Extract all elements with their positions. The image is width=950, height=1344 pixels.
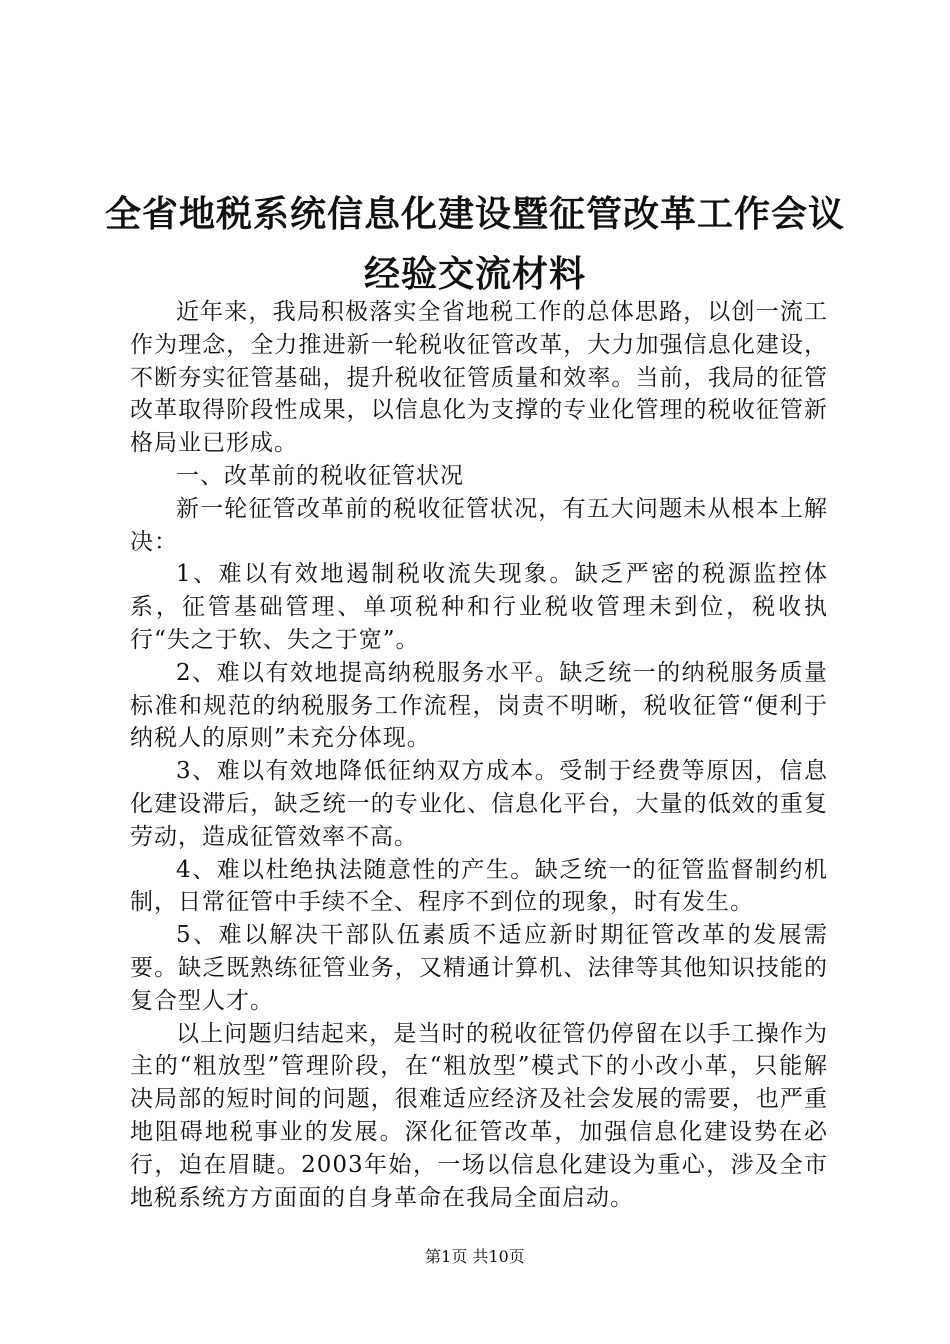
problem-item-4: 4、难以杜绝执法随意性的产生。缺乏统一的征管监督制约机制，日常征管中手续不全、程序不到位的现象，时有发生。 — [130, 856, 828, 916]
paragraph-problems-intro: 新一轮征管改革前的税收征管状况，有五大问题未从根本上解决： — [130, 495, 828, 555]
page-footer: 第1页 共10页 — [425, 1247, 525, 1266]
section-heading: 一、改革前的税收征管状况 — [176, 462, 464, 489]
paragraph-summary: 以上问题归结起来，是当时的税收征管仍停留在以手工操作为主的“粗放型”管理阶段，在“粗放型”模式下的小改小革，只能解决局部的短时间的问题，很难适应经济及社会发展的需要，也严重地阻碍地税事业的发展。深化征管改革，加强信息化建设势在必行，迫在眉睫。2003年始，一场以信息化建设为重心，涉及全市地税系统方方面面的自身革命在我局全面启动。 — [130, 1020, 828, 1211]
paragraph-intro: 近年来，我局积极落实全省地税工作的总体思路，以创一流工作为理念，全力推进新一轮税收征管改革，大力加强信息化建设，不断夯实征管基础，提升税收征管质量和效率。当前，我局的征管改革取得阶段性成果，以信息化为支撑的专业化管理的税收征管新格局业已形成。 — [130, 299, 828, 457]
problem-item-1: 1、难以有效地遏制税收流失现象。缺乏严密的税源监控体系，征管基础管理、单项税种和行业税收管理未到位，税收执行“失之于软、失之于宽”。 — [130, 561, 828, 653]
document-title-line-2: 经验交流材料 — [363, 254, 586, 295]
problem-item-2: 2、难以有效地提高纳税服务水平。缺乏统一的纳税服务质量标准和规范的纳税服务工作流程，岗责不明晰，税收征管“便利于纳税人的原则”未充分体现。 — [130, 659, 828, 752]
document-title-line-1: 全省地税系统信息化建设暨征管改革工作会议 — [104, 194, 845, 235]
problem-item-3: 3、难以有效地降低征纳双方成本。受制于经费等原因，信息化建设滞后，缺乏统一的专业化、信息化平台，大量的低效的重复劳动，造成征管效率不高。 — [130, 758, 828, 850]
problem-item-5: 5、难以解决干部队伍素质不适应新时期征管改革的发展需要。缺乏既熟练征管业务，又精通计算机、法律等其他知识技能的复合型人才。 — [130, 922, 828, 1014]
document-body — [130, 296, 828, 1214]
